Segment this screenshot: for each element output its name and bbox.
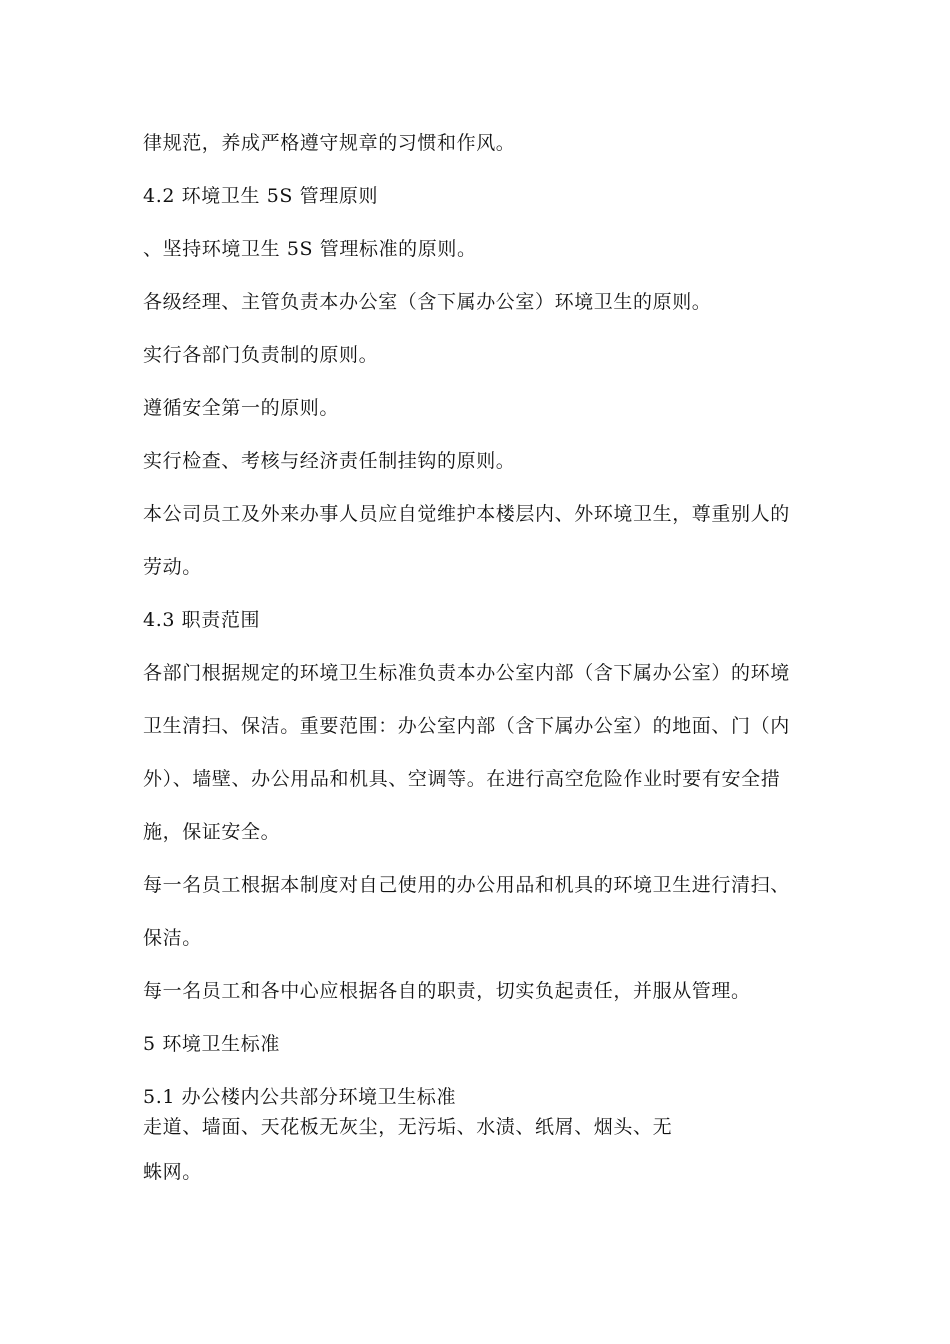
text-line: 外）、墙壁、办公用品和机具、空调等。在进行高空危险作业时要有安全措 [143, 768, 781, 790]
text-line: 保洁。 [143, 927, 202, 949]
text-line: 实行各部门负责制的原则。 [143, 344, 379, 366]
text-line: 、坚持环境卫生 5S 管理标准的原则。 [143, 238, 477, 260]
text-line: 蛛网。 [143, 1161, 202, 1183]
text-line: 施，保证安全。 [143, 821, 281, 843]
text-line: 走道、墙面、天花板无灰尘，无污垢、水渍、纸屑、烟头、无 [143, 1116, 673, 1138]
section-heading: 5 环境卫生标准 [143, 1033, 280, 1055]
text-line: 遵循安全第一的原则。 [143, 397, 340, 419]
text-line: 卫生清扫、保洁。重要范围：办公室内部（含下属办公室）的地面、门（内 [143, 715, 790, 737]
text-line: 律规范，养成严格遵守规章的习惯和作风。 [143, 132, 516, 154]
text-line: 实行检查、考核与经济责任制挂钩的原则。 [143, 450, 516, 472]
text-line: 劳动。 [143, 556, 202, 578]
section-heading: 4.2 环境卫生 5S 管理原则 [143, 185, 379, 207]
text-line: 每一名员工和各中心应根据各自的职责，切实负起责任，并服从管理。 [143, 980, 751, 1002]
section-heading: 4.3 职责范围 [143, 609, 261, 631]
text-line: 各部门根据规定的环境卫生标准负责本办公室内部（含下属办公室）的环境 [143, 662, 790, 684]
text-line: 本公司员工及外来办事人员应自觉维护本楼层内、外环境卫生，尊重别人的 [143, 503, 790, 525]
section-heading: 5.1 办公楼内公共部分环境卫生标准 [143, 1086, 457, 1108]
text-line: 每一名员工根据本制度对自己使用的办公用品和机具的环境卫生进行清扫、 [143, 874, 790, 896]
text-line: 各级经理、主管负责本办公室（含下属办公室）环境卫生的原则。 [143, 291, 712, 313]
